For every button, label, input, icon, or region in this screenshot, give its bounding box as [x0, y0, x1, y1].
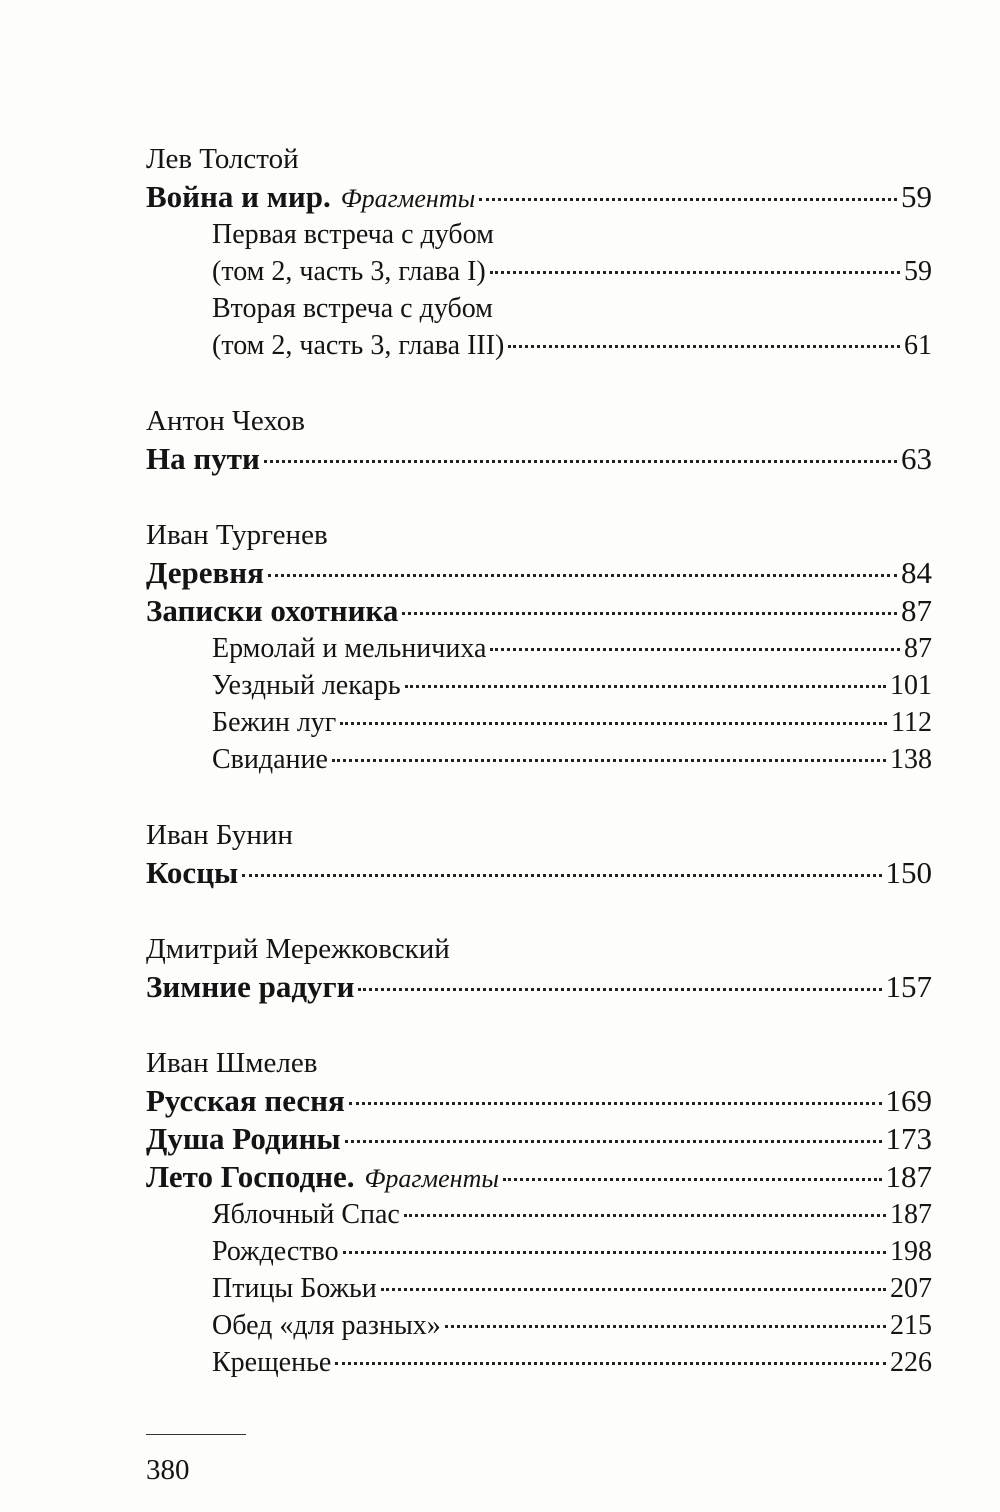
toc-group-tolstoy — [146, 140, 932, 364]
toc-entry — [146, 1196, 932, 1233]
dot-leader — [343, 1251, 886, 1254]
dot-leader — [503, 1178, 882, 1181]
toc-group-bunin — [146, 816, 932, 892]
entry-page: 157 — [885, 969, 932, 1004]
entry-title: Бежин луг — [212, 707, 337, 738]
toc-group-chekhov — [146, 402, 932, 478]
author-name: Иван Бунин — [146, 819, 293, 851]
entry-title: Яблочный Спас — [212, 1199, 400, 1230]
entry-page: 198 — [890, 1236, 932, 1267]
toc-entry — [146, 592, 932, 630]
page-number: 380 — [146, 1454, 190, 1486]
entry-page: 87 — [904, 633, 932, 664]
dot-leader — [508, 345, 900, 348]
entry-title: Зимние радуги — [146, 969, 355, 1004]
dot-leader — [445, 1325, 886, 1328]
toc-entry — [146, 1120, 932, 1158]
author-name: Иван Тургенев — [146, 519, 328, 551]
entry-title: Уездный лекарь — [212, 670, 401, 701]
toc-entry — [146, 968, 932, 1006]
entry-title: Рождество — [212, 1236, 339, 1267]
toc-group-shmelev — [146, 1044, 932, 1381]
entry-page: 215 — [890, 1310, 932, 1341]
toc-entry — [146, 704, 932, 741]
dot-leader — [349, 1102, 882, 1105]
entry-page: 173 — [885, 1121, 932, 1156]
dot-leader — [345, 1140, 882, 1143]
entry-title: Русская песня — [146, 1083, 345, 1118]
table-of-contents — [146, 140, 932, 1419]
entry-page: 169 — [885, 1083, 932, 1118]
toc-entry — [146, 1344, 932, 1381]
entry-page: 138 — [890, 744, 932, 775]
toc-entry — [146, 1307, 932, 1344]
entry-title-line2: (том 2, часть 3, глава I) — [212, 256, 486, 287]
dot-leader — [479, 198, 897, 201]
dot-leader — [402, 612, 897, 615]
toc-entry — [146, 630, 932, 667]
dot-leader — [242, 874, 881, 877]
entry-note: Фрагменты — [340, 184, 476, 213]
toc-entry — [146, 327, 932, 364]
dot-leader — [264, 460, 897, 463]
toc-entry — [146, 178, 932, 216]
toc-entry — [146, 1082, 932, 1120]
entry-title: Ермолай и мельничиха — [212, 633, 487, 664]
entry-title: Косцы — [146, 855, 239, 890]
entry-note: Фрагменты — [364, 1164, 499, 1193]
entry-title: Война и мир. — [146, 179, 331, 214]
author-name: Антон Чехов — [146, 405, 305, 437]
toc-entry — [146, 854, 932, 892]
entry-title: Деревня — [146, 555, 264, 590]
entry-page: 59 — [901, 179, 932, 214]
dot-leader — [490, 271, 900, 274]
entry-page: 187 — [885, 1159, 932, 1194]
entry-title: Лето Господне. — [146, 1159, 355, 1194]
entry-page: 87 — [901, 593, 932, 628]
toc-entry — [146, 1233, 932, 1270]
toc-entry — [146, 741, 932, 778]
dot-leader — [358, 988, 881, 991]
footer-rule — [146, 1434, 246, 1435]
author-name: Лев Толстой — [146, 143, 299, 175]
dot-leader — [490, 648, 900, 651]
dot-leader — [332, 759, 886, 762]
entry-page: 84 — [901, 555, 932, 590]
entry-title: Обед «для разных» — [212, 1310, 441, 1341]
entry-title: Душа Родины — [146, 1121, 341, 1156]
entry-page: 150 — [885, 855, 932, 890]
entry-page: 207 — [890, 1273, 932, 1304]
toc-entry — [146, 440, 932, 478]
entry-title: На пути — [146, 441, 260, 476]
toc-group-turgenev — [146, 516, 932, 778]
dot-leader — [405, 685, 886, 688]
entry-page: 112 — [891, 707, 932, 738]
entry-title-line1: Первая встреча с дубом — [212, 219, 494, 250]
dot-leader — [335, 1362, 886, 1365]
entry-title-line2: (том 2, часть 3, глава III) — [212, 330, 505, 361]
toc-entry — [146, 667, 932, 704]
toc-group-merezhkovsky — [146, 930, 932, 1006]
toc-entry — [146, 1270, 932, 1307]
author-name: Иван Шмелев — [146, 1047, 318, 1079]
entry-title: Записки охотника — [146, 593, 399, 628]
entry-title-line1: Вторая встреча с дубом — [212, 293, 493, 324]
entry-page: 101 — [890, 670, 932, 701]
entry-page: 226 — [890, 1347, 932, 1378]
entry-page: 61 — [904, 330, 932, 361]
author-name: Дмитрий Мережковский — [146, 933, 450, 965]
dot-leader — [381, 1288, 886, 1291]
entry-title: Птицы Божьи — [212, 1273, 377, 1304]
toc-entry — [146, 253, 932, 290]
dot-leader — [404, 1214, 886, 1217]
toc-entry — [146, 554, 932, 592]
entry-page: 187 — [890, 1199, 932, 1230]
entry-title: Свидание — [212, 744, 328, 775]
toc-entry — [146, 1158, 932, 1196]
dot-leader — [340, 722, 887, 725]
dot-leader — [268, 574, 897, 577]
entry-page: 63 — [901, 441, 932, 476]
entry-page: 59 — [904, 256, 932, 287]
entry-title: Крещенье — [212, 1347, 332, 1378]
